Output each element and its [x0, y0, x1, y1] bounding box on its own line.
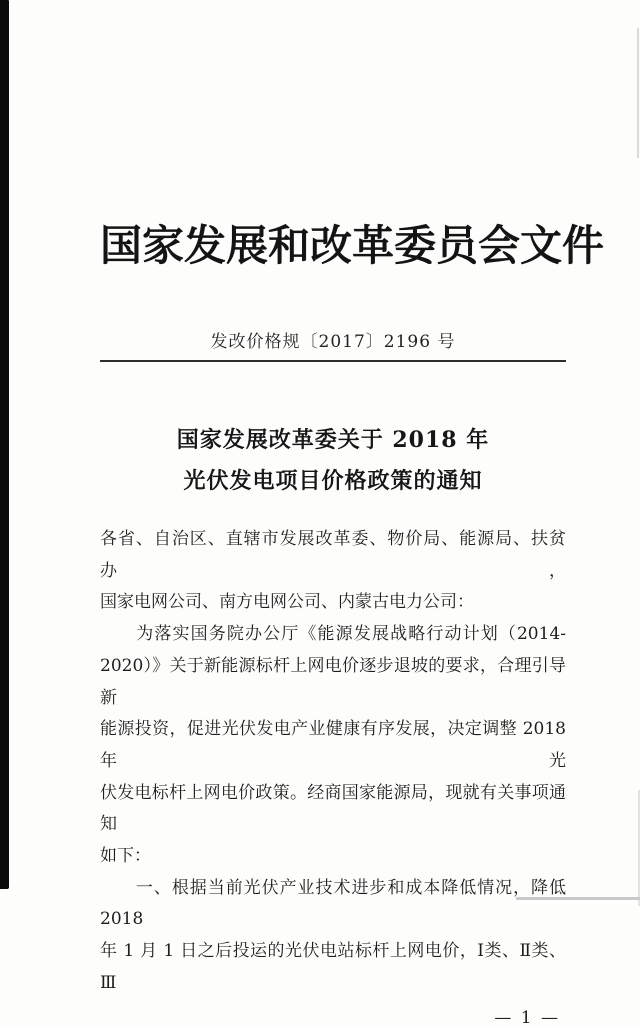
body-line: 2020）》关于新能源标杆上网电价逐步退坡的要求，合理引导新 — [100, 655, 566, 708]
agency-letterhead-title: 国家发展和改革委员会文件 — [100, 221, 605, 270]
notice-title — [100, 420, 566, 502]
document-number: 发改价格规〔2017〕2196 号 — [210, 332, 456, 352]
letterhead-divider-line — [100, 360, 566, 362]
body-line: 一、根据当前光伏产业技术进步和成本降低情况，降低 2018 — [100, 877, 572, 930]
body-line: 各省、自治区、直辖市发展改革委、物价局、能源局、扶贫办， — [100, 529, 566, 581]
body-line: 能源投资，促进光伏发电产业健康有序发展，决定调整 2018 年光 — [100, 719, 572, 771]
scan-artifact-left-bar — [0, 0, 9, 889]
document-page — [100, 0, 605, 1028]
body-line: 为落实国务院办公厅《能源发展战略行动计划（2014- — [100, 624, 566, 645]
scan-artifact-right-edge-top — [637, 28, 639, 158]
notice-body — [100, 524, 572, 1000]
page-number: — 1 — — [494, 1007, 560, 1028]
body-line: 伏发电标杆上网电价政策。经商国家能源局，现就有关事项通知 — [100, 782, 566, 835]
body-line: 年 1 月 1 日之后投运的光伏电站标杆上网电价，Ⅰ类、Ⅱ类、Ⅲ — [100, 941, 566, 993]
body-line: 如下： — [100, 846, 151, 867]
notice-title-line-1: 国家发展改革委关于 2018 年 — [176, 427, 490, 453]
body-line: 国家电网公司、南方电网公司、内蒙古电力公司： — [100, 592, 474, 613]
notice-title-line-2: 光伏发电项目价格政策的通知 — [183, 468, 483, 494]
